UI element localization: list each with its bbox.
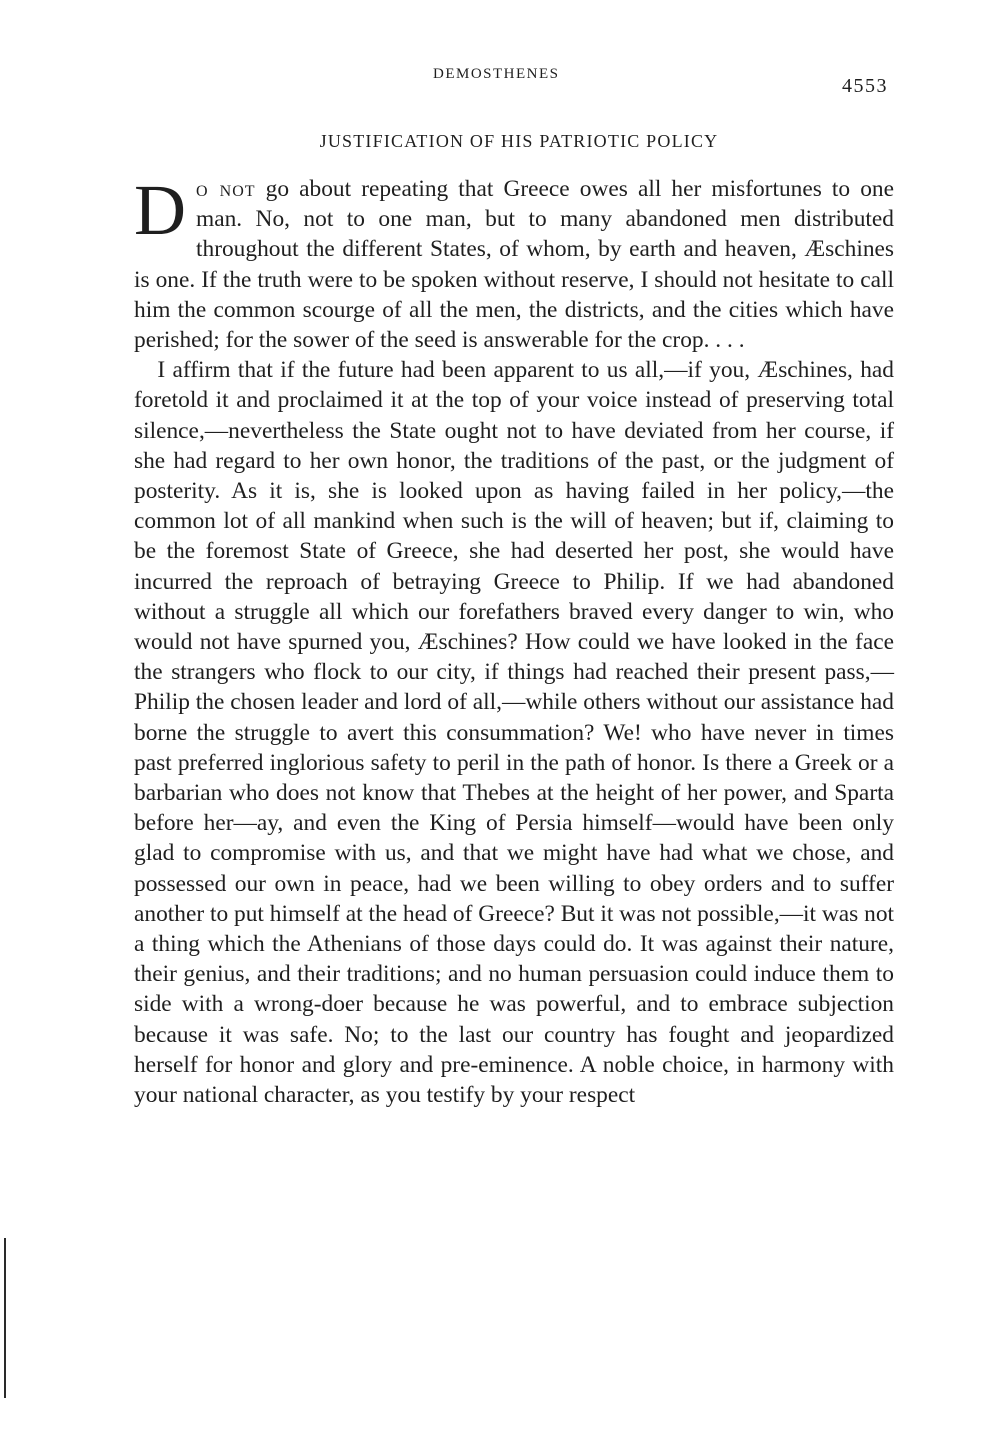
- paragraph-first: [134, 170, 894, 355]
- drop-cap: D: [134, 170, 186, 250]
- page-number: 4553: [842, 75, 888, 97]
- running-header: [0, 66, 1000, 96]
- paragraph-second: [134, 355, 894, 1110]
- paragraph-first-text: go about repeating that Greece owes all her misfortunes to one man. No, not to one man, but to many abandoned men distributed throughout the different States, of whom, by earth and heaven, Æschines is one. If the truth were to be spoken without reserve, I should not hesitate to call him the common scourge of all the men, the districts, and the cities which have perished; for the sower of the seed is answerable for the crop. . . .: [134, 176, 894, 354]
- section-heading: JUSTIFICATION OF HIS PATRIOTIC POLICY: [319, 131, 719, 151]
- opening-small-caps: o not: [196, 176, 256, 202]
- paragraph-second-text: I affirm that if the future had been apparent to us all,—if you, Æschines, had foretold it and proclaimed it at the top of your voice instead of preserving total silence,—nevertheless the State ought not to have deviated from her course, if she had regard to her own honor, the traditions of the past, or the judgment of posterity. As it is, she is looked upon as having failed in her policy,—the common lot of all mankind when such is the will of heaven; but if, claiming to be the foremost State of Greece, she had deserted her post, she would have incurred the reproach of betraying Greece to Philip. If we had abandoned without a struggle all which our forefathers braved every danger to win, who would not have spurned you, Æschines? How could we have looked in the face the strangers who flock to our city, if things had reached their present pass,—Philip the chosen leader and lord of all,—while others without our assistance had borne the struggle to avert this consummation? We! who have never in times past preferred inglorious safety to peril in the path of honor. Is there a Greek or a barbarian who does not know that Thebes at the height of her power, and Sparta before her—ay, and even the King of Persia himself—would have been only glad to compromise with us, and that we might have had what we chose, and possessed our own in peace, had we been willing to obey orders and to suffer another to put himself at the head of Greece? But it was not possible,—it was not a thing which the Athenians of those days could do. It was against their nature, their genius, and their traditions; and no human persuasion could induce them to side with a wrong-doer because he was powerful, and to embrace subjection because it was safe. No; to the last our country has fought and jeopardized herself for honor and glory and pre-eminence. A noble choice, in harmony with your national character, as you testify by your respect: [134, 357, 895, 1109]
- running-title: DEMOSTHENES: [433, 66, 560, 82]
- margin-rule: [4, 1238, 6, 1398]
- body-text: [134, 170, 895, 1110]
